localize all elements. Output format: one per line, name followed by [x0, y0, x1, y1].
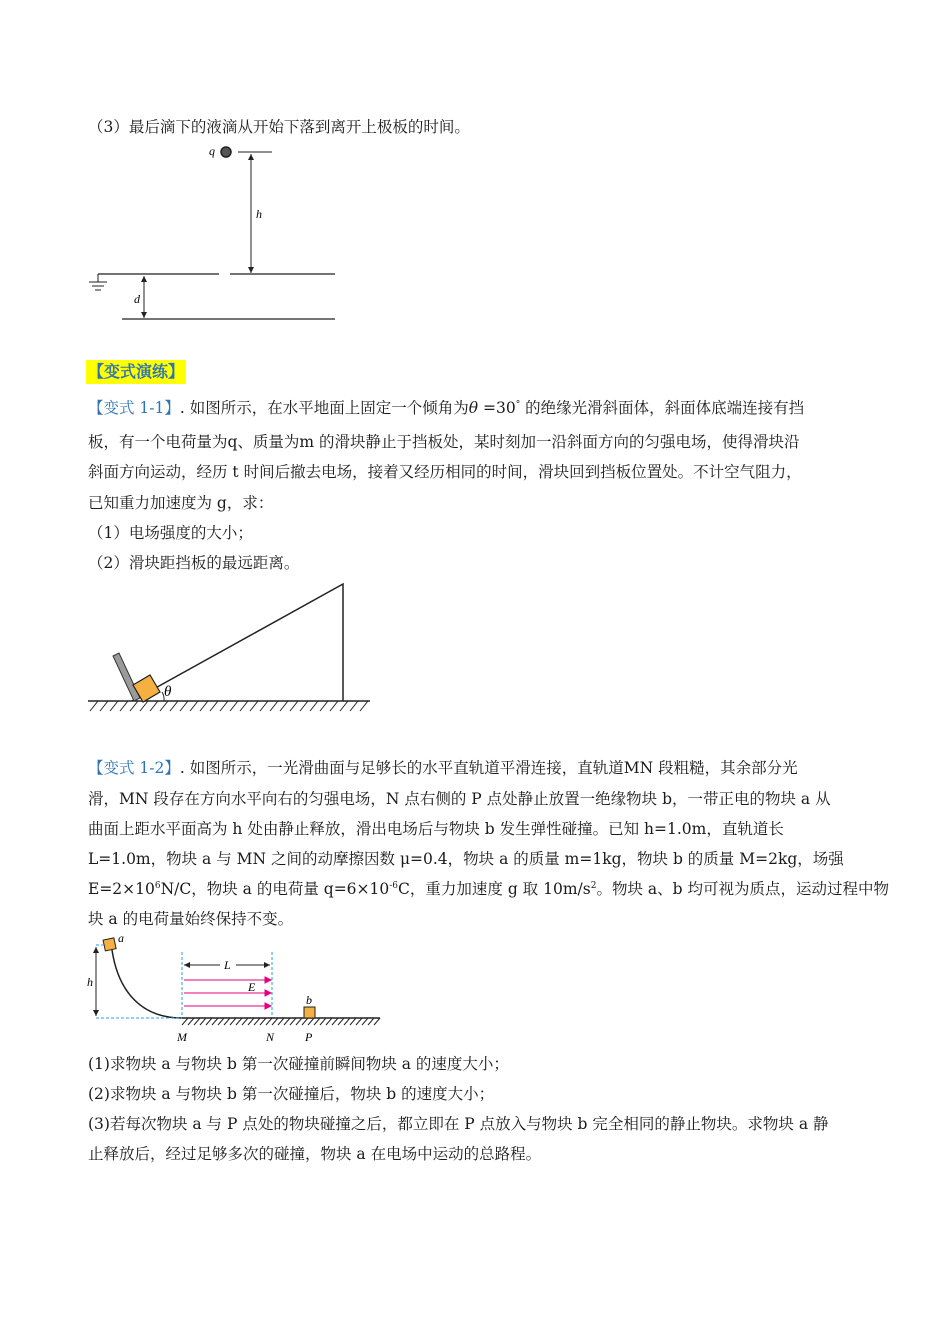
- h-label: h: [256, 207, 262, 221]
- d-label: d: [134, 292, 140, 306]
- smooth-curve: [112, 950, 182, 1018]
- h-label-2: h: [87, 975, 93, 989]
- v11-tag: 【变式 1-1】: [88, 399, 180, 417]
- barrier-plate: [113, 653, 140, 701]
- v12-line-1: 【变式 1-2】. 如图所示，一光滑曲面与足够长的水平直轨道平滑连接，直轨道MN 段粗糙，其余部分光: [88, 759, 798, 777]
- P-label: P: [305, 1030, 313, 1044]
- v12-question-3-line-1: (3)若每次物块 a 与 P 点处的物块碰撞之后，都立即在 P 点放入与物块 b 完全相同的静止物块。求物块 a 静: [88, 1115, 829, 1133]
- v11-line-1: 【变式 1-1】. 如图所示，在水平地面上固定一个倾角为θ =30° 的绝缘光滑斜面体，斜面体底端连接有挡: [88, 399, 805, 417]
- v12-line-3: 曲面上距水平面高为 h 处由静止释放，滑出电场后与物块 b 发生弹性碰撞。已知 h=1.0m，直轨道长: [88, 820, 784, 838]
- v12-line-2: 滑，MN 段存在方向水平向右的匀强电场，N 点右侧的 P 点处静止放置一绝缘物块 b，一带正电的物块 a 从: [88, 790, 831, 808]
- v11-question-1: （1）电场强度的大小；: [88, 524, 253, 542]
- M-label: M: [177, 1030, 187, 1044]
- v12-tag: 【变式 1-2】: [88, 759, 180, 777]
- v11-line-4: 已知重力加速度为 g，求：: [88, 494, 274, 512]
- v11-question-2: （2）滑块距挡板的最远距离。: [88, 554, 300, 572]
- v11-line-2: 板，有一个电荷量为q、质量为m 的滑块静止于挡板处，某时刻加一沿斜面方向的匀强电场，使得滑块沿: [88, 433, 800, 451]
- L-label: L: [224, 958, 231, 972]
- drop-plates-figure: [80, 140, 350, 330]
- question-3-text: （3）最后滴下的液滴从开始下落到离开上极板的时间。: [88, 118, 470, 136]
- block-a: [103, 938, 116, 951]
- N-label: N: [266, 1030, 275, 1044]
- v12-line-4: L=1.0m，物块 a 与 MN 之间的动摩擦因数 μ=0.4，物块 a 的质量 m=1kg，物块 b 的质量 M=2kg，场强: [88, 850, 844, 868]
- electric-field-lines: [184, 977, 271, 1009]
- v12-question-3-line-2: 止释放后，经过足够多次的碰撞，物块 a 在电场中运动的总路程。: [88, 1145, 542, 1163]
- q-label: q: [209, 144, 215, 158]
- v11-line-3: 斜面方向运动，经历 t 时间后撤去电场，接着又经历相同的时间，滑块回到挡板位置处。不计空气阻力，: [88, 463, 802, 481]
- charged-drop: [221, 147, 231, 157]
- a-label: a: [118, 931, 124, 945]
- section-title: 【变式演练】: [86, 360, 186, 384]
- E-label: E: [248, 980, 256, 994]
- v12-question-2: (2)求物块 a 与物块 b 第一次碰撞后，物块 b 的速度大小；: [88, 1085, 495, 1103]
- v12-line-6: 块 a 的电荷量始终保持不变。: [88, 910, 294, 928]
- b-label: b: [306, 993, 312, 1007]
- track-field-figure: [84, 932, 384, 1048]
- theta-label: θ: [164, 684, 172, 700]
- block-b: [304, 1007, 315, 1018]
- v12-question-1: (1)求物块 a 与物块 b 第一次碰撞前瞬间物块 a 的速度大小；: [88, 1055, 509, 1073]
- v12-line-5: $E=2\times 10^6N/C$，物块 a 的电荷量 $q=6\times 10^{-6}C$，重力加速度 g 取 $10m/s^2$。物块 a、b 均可视为质点，运动过程中物: [88, 880, 889, 898]
- incline-figure: [86, 578, 376, 718]
